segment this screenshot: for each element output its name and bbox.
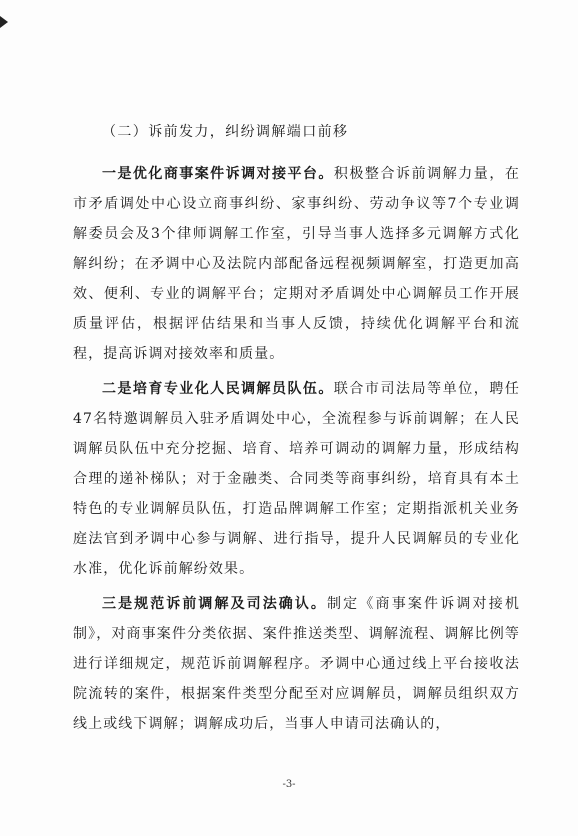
paragraph-2-lead: 二是培育专业化人民调解员队伍。 — [102, 381, 334, 397]
paragraph-3-lead: 三是规范诉前调解及司法确认。 — [102, 596, 328, 612]
paragraph-1-body: 积极整合诉前调解力量，在市矛盾调处中心设立商事纠纷、家事纠纷、劳动争议等7个专业调解委员会及3个律师调解工作室，引导当事人选择多元调解方式化解纠纷；在矛调中心及法院内部配备远程视频调解室，打造更加高效、便利、专业的调解平台；定期对矛盾调处中心调解员工作开展质量评估，根据评估结果和当事人反馈，持续优化调解平台和流程，提高诉调对接效率和质量。 — [73, 166, 521, 362]
binding-mark-icon — [0, 16, 8, 28]
paragraph-3-body: 制定《商事案件诉调对接机制》，对商事案件分类依据、案件推送类型、调解流程、调解比例等进行详细规定，规范诉前调解程序。矛调中心通过线上平台接收法院流转的案件，根据案件类型分配至对应调解员，调解员组织双方线上或线下调解；调解成功后，当事人申请司法确认的， — [73, 596, 521, 732]
paragraph-3 — [73, 589, 520, 739]
page-number: -3- — [282, 779, 296, 790]
paragraph-1 — [73, 159, 520, 369]
paragraph-2-body: 联合市司法局等单位，聘任47名特邀调解员入驻矛盾调处中心，全流程参与诉前调解；在人民调解员队伍中充分挖掘、培育、培养可调动的调解力量，形成结构合理的递补梯队；对于金融类、合同类等商事纠纷，培育具有本土特色的专业调解员队伍，打造品牌调解工作室；定期指派机关业务庭法官到矛调中心参与调解、进行指导，提升人民调解员的专业化水准，优化诉前解纷效果。 — [73, 381, 521, 577]
paragraph-2 — [73, 374, 520, 584]
section-heading: （二）诉前发力，纠纷调解端口前移 — [102, 124, 349, 140]
paragraph-1-lead: 一是优化商事案件诉调对接平台。 — [102, 166, 334, 182]
document-body — [73, 117, 520, 739]
